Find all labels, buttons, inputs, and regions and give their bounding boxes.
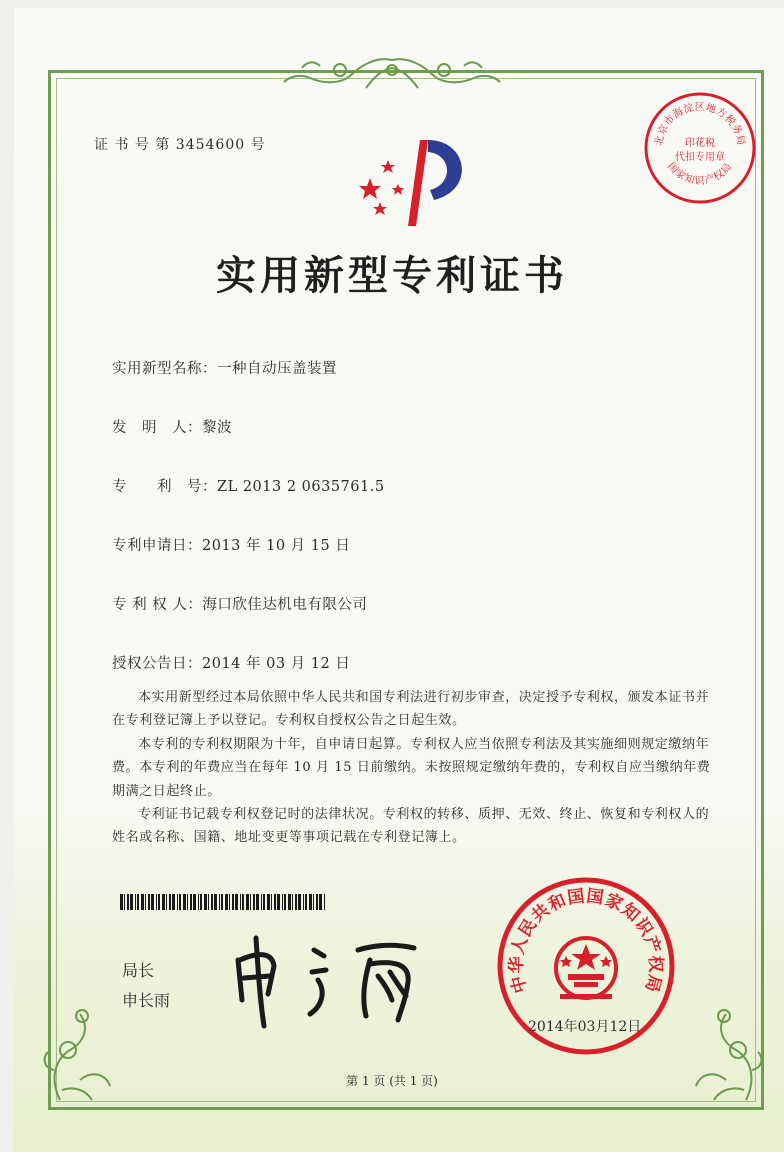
signatory-title: 局长	[122, 961, 155, 980]
field-label: 专利申请日：	[112, 538, 202, 554]
field-value: 一种自动压盖装置	[217, 361, 337, 377]
tax-seal-center-line-1: 印花税	[685, 138, 715, 149]
bottom-left-ornament	[40, 990, 130, 1110]
barcode-bar	[319, 894, 322, 910]
barcode-bar	[156, 894, 157, 910]
barcode-bar	[235, 894, 238, 910]
field-application-date	[112, 534, 350, 555]
barcode-bar	[288, 894, 291, 910]
page-number: 第 1 页 (共 1 页)	[346, 1074, 438, 1088]
patent-office-logo	[350, 130, 490, 230]
barcode-bar	[124, 894, 125, 910]
field-label: 专 利 号：	[112, 479, 217, 495]
barcode-bar	[179, 894, 181, 910]
barcode-bar	[263, 894, 265, 910]
barcode-bar	[200, 894, 202, 910]
barcode-bar	[137, 894, 139, 910]
barcode-bar	[250, 894, 251, 910]
field-value: 黎波	[202, 420, 232, 436]
barcode-bar	[135, 894, 136, 910]
barcode-bar	[141, 894, 144, 910]
barcode-bar	[292, 894, 293, 910]
barcode-bar	[242, 894, 244, 910]
tax-seal-bottom-text: 国家知识产权局	[665, 160, 735, 187]
barcode-bar	[225, 894, 228, 910]
body-paragraph: 专利证书记载专利权登记时的法律状况。专利权的转移、质押、无效、终止、恢复和专利权人的姓名或名称、国籍、地址变更等事项记载在专利登记簿上。	[112, 807, 710, 846]
barcode-bar	[274, 894, 276, 910]
field-label: 发 明 人：	[112, 420, 202, 436]
seal-date: 2014年03月12日	[528, 1019, 642, 1035]
barcode-bar	[214, 894, 217, 910]
field-utility-model-name	[112, 357, 337, 378]
barcode-bar	[246, 894, 249, 910]
barcode-bar	[190, 894, 192, 910]
field-patentee	[112, 593, 367, 614]
barcode-bar	[148, 894, 150, 910]
barcode-bar	[305, 894, 307, 910]
barcode-bar	[221, 894, 223, 910]
field-label: 授权公告日：	[112, 656, 202, 672]
handwritten-signature	[228, 930, 438, 1030]
certificate-number: 证 书 号 第 3454600 号	[94, 137, 266, 153]
tax-seal-stamp	[640, 88, 760, 208]
barcode-bar	[277, 894, 280, 910]
barcode-bar	[253, 894, 255, 910]
barcode-bar	[120, 894, 123, 910]
barcode-bar	[169, 894, 171, 910]
signatory-name: 申长雨	[122, 991, 171, 1010]
barcode-bar	[166, 894, 167, 910]
body-paragraph: 本专利的专利权期限为十年，自申请日起算。专利权人应当依照专利法及其实施细则规定缴纳年费。本专利的年费应当在每年 10 月 15 日前缴纳。未按照规定缴纳年费的，专利权自应当缴纳年费期满之日起终止。	[112, 736, 711, 799]
field-patent-number	[112, 475, 385, 496]
tax-seal-center-line-2: 代扣专用章	[675, 152, 725, 163]
national-emblem-icon	[556, 938, 616, 999]
barcode-bar	[271, 894, 272, 910]
barcode-bar	[158, 894, 160, 910]
barcode-bar	[309, 894, 312, 910]
barcode-bar	[267, 894, 270, 910]
field-value: ZL 2013 2 0635761.5	[217, 479, 385, 495]
field-grant-date	[112, 652, 350, 673]
main-seal-ring-text: 中华人民共和国国家知识产权局	[506, 886, 666, 996]
barcode-bar	[162, 894, 165, 910]
field-value: 2014 年 03 月 12 日	[202, 656, 351, 672]
field-label: 专 利 权 人：	[112, 597, 203, 613]
barcode-bar	[193, 894, 196, 910]
barcode-bar	[177, 894, 178, 910]
svg-text:国家知识产权局	[665, 160, 735, 187]
barcode-bar	[303, 894, 304, 910]
barcode-bar	[204, 894, 207, 910]
barcode-bar	[295, 894, 297, 910]
barcode-bar	[261, 894, 262, 910]
top-ornament	[280, 54, 504, 94]
barcode-bar	[145, 894, 146, 910]
barcode-bar	[172, 894, 175, 910]
barcode-bar	[282, 894, 283, 910]
barcode-bar	[316, 894, 318, 910]
barcode-bar	[219, 894, 220, 910]
field-value: 2013 年 10 月 15 日	[202, 538, 351, 554]
barcode-bar	[229, 894, 230, 910]
tax-seal-ring-text: 北京市海淀区地方税务局	[653, 102, 747, 147]
barcode	[120, 894, 326, 910]
barcode-bar	[130, 894, 133, 910]
barcode-bar	[324, 894, 325, 910]
field-inventor	[112, 416, 232, 437]
barcode-bar	[284, 894, 286, 910]
barcode-bar	[256, 894, 259, 910]
barcode-bar	[232, 894, 234, 910]
barcode-bar	[127, 894, 129, 910]
field-value: 海口欣佳达机电有限公司	[202, 597, 368, 613]
barcode-bar	[240, 894, 241, 910]
field-label: 实用新型名称：	[112, 361, 217, 377]
barcode-bar	[313, 894, 314, 910]
barcode-bar	[187, 894, 188, 910]
certificate-title: 实用新型专利证书	[216, 252, 568, 299]
body-paragraph: 本实用新型经过本局依照中华人民共和国专利法进行初步审查，决定授予专利权，颁发本证书并在专利登记簿上予以登记。专利权自授权公告之日起生效。	[112, 690, 710, 729]
bottom-right-ornament	[676, 990, 766, 1110]
barcode-bar	[211, 894, 213, 910]
barcode-bar	[208, 894, 209, 910]
barcode-bar	[183, 894, 186, 910]
barcode-bar	[151, 894, 154, 910]
barcode-bar	[198, 894, 199, 910]
barcode-bar	[298, 894, 301, 910]
certificate-body	[112, 686, 718, 850]
